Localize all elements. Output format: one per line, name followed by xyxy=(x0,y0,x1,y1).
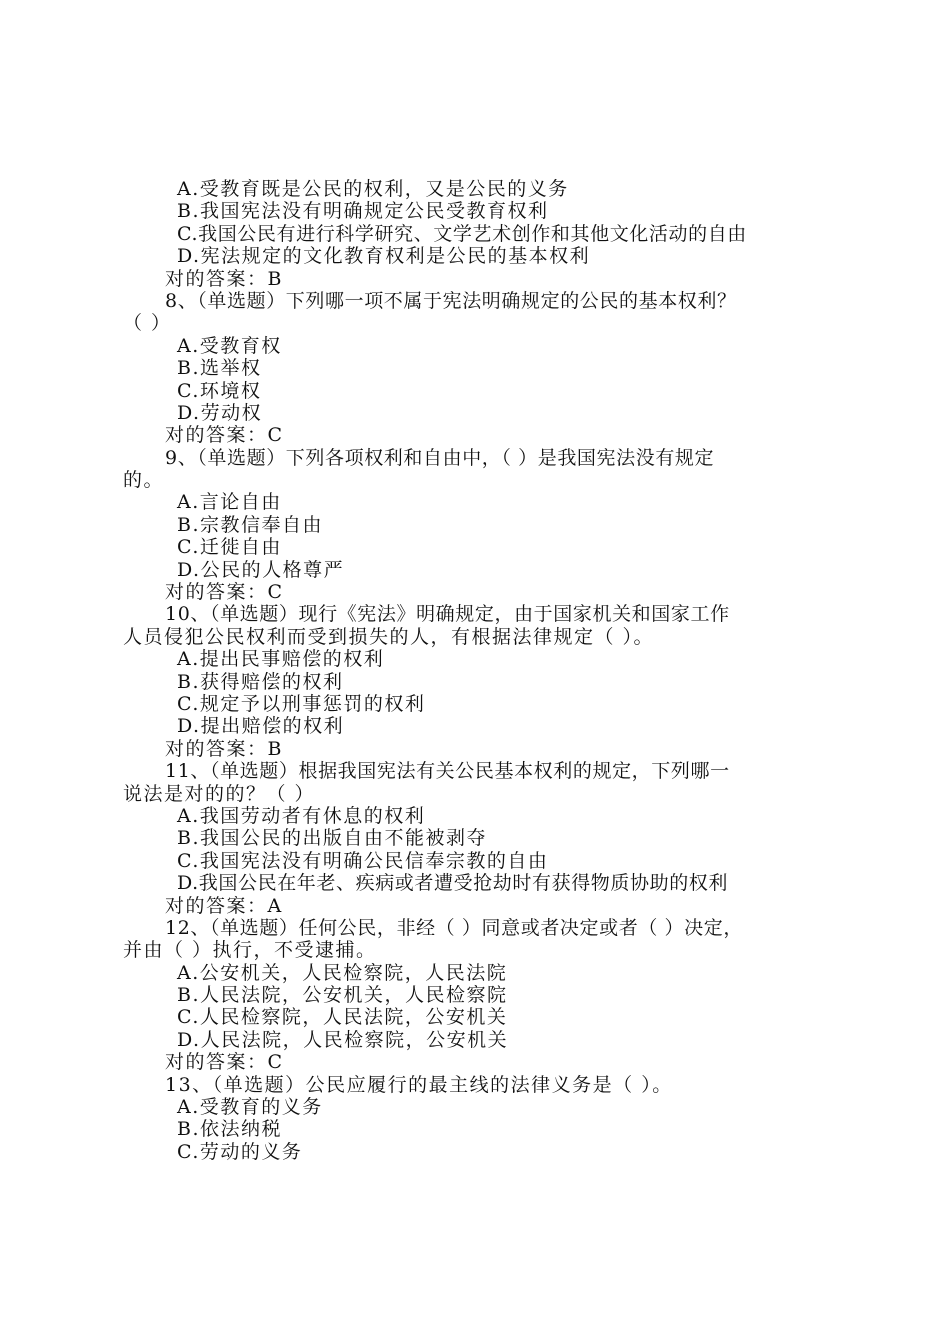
option-d: D.公民的人格尊严 xyxy=(177,558,345,581)
option-a: A.受教育既是公民的权利，又是公民的义务 xyxy=(177,178,569,200)
option-d: D.劳动权 xyxy=(177,401,263,424)
option-a: A.我国劳动者有休息的权利 xyxy=(177,804,426,827)
option-c: C.我国公民有进行科学研究、文学艺术创作和其他文化活动的自由 xyxy=(177,222,747,245)
option-b: B.宗教信奉自由 xyxy=(177,513,324,536)
question-9: 9、（单选题）下列各项权利和自由中，（ ）是我国宪法没有规定 xyxy=(165,446,715,469)
option-d: D.人民法院，人民检察院，公安机关 xyxy=(177,1028,509,1051)
answer-line: 对的答案：C xyxy=(165,581,284,604)
answer-line: 对的答案：B xyxy=(165,737,283,760)
option-b: B.我国宪法没有明确规定公民受教育权利 xyxy=(177,200,549,223)
question-13: 13、（单选题）公民应履行的最主线的法律义务是（ ）。 xyxy=(165,1073,673,1096)
option-c: C.环境权 xyxy=(177,379,262,402)
question-11-continued: 说法是对的的？（ ） xyxy=(123,782,316,805)
option-a: A.言论自由 xyxy=(177,491,282,514)
option-b: B.依法纳税 xyxy=(177,1118,283,1141)
answer-line: 对的答案：C xyxy=(165,1051,284,1074)
option-d: D.提出赔偿的权利 xyxy=(177,715,345,738)
option-d: D.宪法规定的文化教育权利是公民的基本权利 xyxy=(177,245,591,268)
option-c: C.劳动的义务 xyxy=(177,1140,303,1163)
option-a: A.提出民事赔偿的权利 xyxy=(177,648,385,671)
option-a: A.公安机关，人民检察院，人民法院 xyxy=(177,961,508,984)
option-b: B.我国公民的出版自由不能被剥夺 xyxy=(177,827,488,850)
option-d: D.我国公民在年老、疾病或者遭受抢劫时有获得物质协助的权利 xyxy=(177,872,728,895)
question-9-continued: 的。 xyxy=(123,469,165,492)
option-a: A.受教育的义务 xyxy=(177,1096,323,1119)
document-body xyxy=(123,178,843,1163)
option-b: B.人民法院，公安机关，人民检察院 xyxy=(177,984,508,1007)
option-b: B.选举权 xyxy=(177,357,262,380)
question-12-continued: 并由（ ）执行，不受逮捕。 xyxy=(123,939,377,962)
question-10-continued: 人员侵犯公民权利而受到损失的人，有根据法律规定（ ）。 xyxy=(123,625,655,648)
answer-line: 对的答案：B xyxy=(165,267,283,290)
question-10: 10、（单选题）现行《宪法》明确规定，由于国家机关和国家工作 xyxy=(165,603,730,626)
question-11: 11、（单选题）根据我国宪法有关公民基本权利的规定，下列哪一 xyxy=(165,760,730,783)
answer-line: 对的答案：A xyxy=(165,894,283,917)
option-c: C.迁徙自由 xyxy=(177,536,282,559)
option-c: C.人民检察院，人民法院，公安机关 xyxy=(177,1006,508,1029)
answer-line: 对的答案：C xyxy=(165,424,284,447)
option-c: C.规定予以刑事惩罚的权利 xyxy=(177,692,426,715)
option-a: A.受教育权 xyxy=(177,334,282,357)
question-12: 12、（单选题）任何公民，非经（ ）同意或者决定或者（ ）决定， xyxy=(165,916,743,939)
question-8-continued: （ ） xyxy=(123,312,172,335)
option-c: C.我国宪法没有明确公民信奉宗教的自由 xyxy=(177,849,549,872)
option-b: B.获得赔偿的权利 xyxy=(177,670,344,693)
question-8: 8、（单选题）下列哪一项不属于宪法明确规定的公民的基本权利？ xyxy=(165,289,737,312)
